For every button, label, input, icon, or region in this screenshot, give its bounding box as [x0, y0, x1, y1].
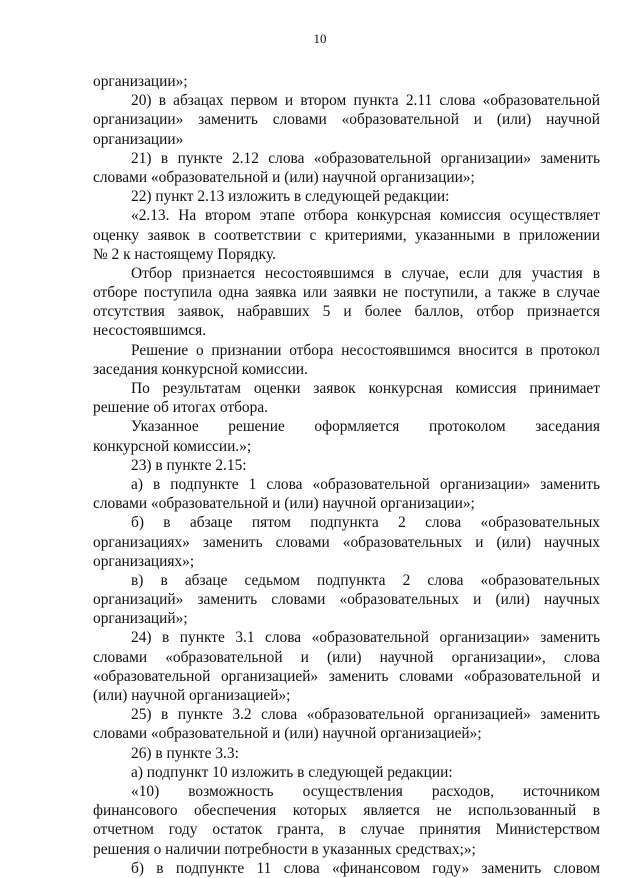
page-number: 10	[313, 31, 327, 46]
text-line: 20) в абзацах первом и втором пункта 2.11 слова «образовательной	[131, 92, 600, 110]
text-line: оценку заявок в соответствии с критериями, указанными в приложении	[93, 226, 600, 244]
text-line: 21) в пункте 2.12 слова «образовательной организации» заменить	[131, 149, 600, 167]
text-line: По результатам оценки заявок конкурсная комиссия принимает	[131, 380, 600, 397]
text-line: а) в подпункте 1 слова «образовательной организации» заменить	[131, 475, 600, 493]
text-line: организации»	[93, 130, 184, 148]
text-line: в) в абзаце седьмом подпункта 2 слова «образовательных	[131, 571, 600, 589]
text-line: организаций» заменить словами «образовательных и (или) научных	[93, 591, 600, 609]
text-line: отборе поступила одна заявка или заявки не поступили, а также в случае	[93, 284, 600, 302]
text-line: организациях» заменить словами «образовательных и (или) научных	[93, 533, 600, 551]
text-line: организациях»;	[93, 552, 195, 570]
text-line: организаций»;	[93, 610, 188, 628]
text-line: Отбор признается несостоявшимся в случае, если для участия в	[131, 264, 600, 282]
text-line: 26) в пункте 3.3:	[131, 744, 239, 762]
text-line: словами «образовательной и (или) научной организации»;	[93, 168, 475, 186]
text-line: б) в абзаце пятом подпункта 2 слова «образовательных	[131, 514, 600, 532]
text-line: организации» заменить словами «образовательной и (или) научной	[93, 111, 600, 129]
text-line: отчетном году остаток гранта, в случае принятия Министерством	[93, 821, 600, 839]
document-body	[93, 72, 600, 878]
text-line: решения о наличии потребности в указанных средствах;»;	[93, 840, 476, 858]
text-line: решение об итогах отбора.	[93, 399, 268, 417]
text-line: «10) возможность осуществления расходов, источником	[131, 782, 600, 800]
text-line: словами «образовательной и (или) научной организации»;	[93, 495, 475, 513]
text-line: 24) в пункте 3.1 слова «образовательной организации» заменить	[131, 629, 600, 647]
text-line: отсутствия заявок, набравших 5 и более баллов, отбор признается	[93, 303, 600, 321]
text-line: Решение о признании отбора несостоявшимся вносится в протокол	[131, 341, 600, 359]
text-line: несостоявшимся.	[93, 322, 207, 340]
text-line: 23) в пункте 2.15:	[131, 456, 247, 474]
text-line: «2.13. На втором этапе отбора конкурсная комиссия осуществляет	[131, 207, 600, 225]
text-line: словами «образовательной и (или) научной организации», слова	[93, 648, 600, 666]
text-line: б) в подпункте 11 слова «финансовом году» заменить словом	[131, 859, 600, 877]
text-line: (или) научной организацией»;	[93, 687, 291, 704]
text-line: 25) в пункте 3.2 слова «образовательной организацией» заменить	[131, 706, 600, 724]
text-line: а) подпункт 10 изложить в следующей редакции:	[131, 763, 453, 781]
text-line: № 2 к настоящему Порядку.	[93, 245, 276, 263]
text-line: словами «образовательной и (или) научной организацией»;	[93, 725, 482, 743]
text-line: организации»;	[93, 73, 188, 90]
text-line: заседания конкурсной комиссии.	[93, 360, 308, 378]
text-line: 22) пункт 2.13 изложить в следующей редакции:	[131, 188, 450, 206]
text-line: Указанное решение оформляется протоколом заседания	[131, 418, 600, 436]
text-line: финансового обеспечения которых является не использованный в	[93, 802, 600, 820]
text-line: конкурсной комиссии.»;	[93, 437, 252, 455]
text-line: «образовательной организацией» заменить словами «образовательной и	[93, 667, 600, 685]
